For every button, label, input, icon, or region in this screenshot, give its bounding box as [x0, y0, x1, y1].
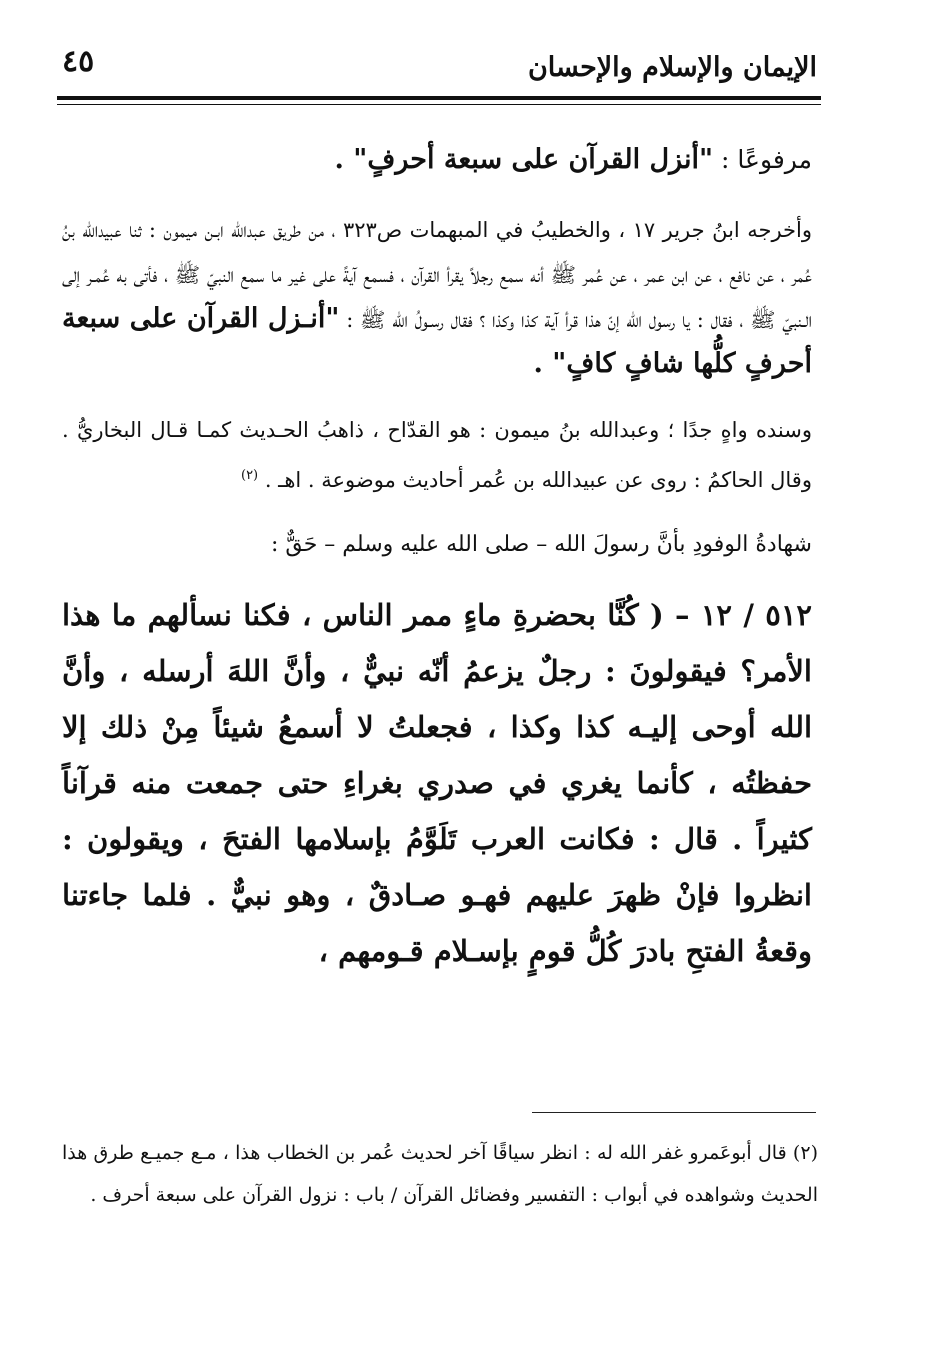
intro-paragraph — [62, 138, 812, 182]
intro-label: مرفوعًا : — [713, 145, 812, 174]
header-rule-thin — [57, 104, 821, 105]
takhrij-quote: "أنـزل القرآن على سبعة أحرفٍ كلُّها شافٍ كافٍ" . — [62, 303, 812, 379]
intro-quote: "أنزل القرآن على سبعة أحرفٍ" . — [334, 144, 714, 175]
header-rule-thick — [57, 96, 821, 100]
footnote-reference: (٢) — [240, 468, 259, 483]
isnad-paragraph — [62, 408, 812, 503]
takhrij-text: وأخرجه ابنُ جرير ١٧ ، والخطيبُ في المبهمات ص٣٢٣ ، من طريق عبدالله ابـن ميمون : ثنا عبيدالله بنُ عُمر ، عن نافع ، عن ابن عمر ، عن عُمر ﷺ أنه سمع رجلاً يقرأ القرآن ، فسمع آيةً على غير ما سمع النبيّ ﷺ ، فأتى به عُمـر إلى الـنبيّ ﷺ ، فقال : يا رسول الله إنّ هذا قرأ آية كذا وكذا ؟ فقال رسـولُ الله ﷺ : — [62, 218, 812, 332]
hadith-paragraph: ٥١٢ / ١٢ – ( كُنَّا بحضرةِ ماءٍ ممر الناس ، فكنا نسألهم ما هذا الأمر؟ فيقولونَ : رجلٌ يزعمُ أنّه نبيٌّ ، وأنَّ اللهَ أرسله ، وأنَّ الله أوحى إليـه كذا وكذا ، فجعلتُ لا أسمعُ شيئاً مِنْ ذلك إلا حفظتُه ، كأنما يغري في صدري بغراءِ حتى جمعت منه قرآناً كثيراً . قال : فكانت العرب تَلَوَّمُ بإسلامها الفتحَ ، ويقولون : انظروا فإنْ ظهرَ عليهم فهـو صـادقٌ ، وهو نبيٌّ . فلما جاءتنا وقعةُ الفتحِ بادرَ كُلُّ قومٍ بإسـلام قـومهم ، — [62, 598, 812, 968]
running-header-title: الإيمان والإسلام والإحسان — [527, 52, 817, 83]
isnad-text: وسنده واهٍ جدًا ؛ وعبدالله بنُ ميمون : هو القدّاح ، ذاهبُ الحـديث كمـا قـال البخاريُّ . وقال الحاكمُ : روى عن عبيدالله بن عُمر أحاديث موضوعة . اهـ . — [62, 418, 812, 492]
page-number: ٤٥ — [62, 44, 95, 79]
main-text — [62, 138, 812, 979]
takhrij-paragraph — [62, 208, 812, 388]
section-heading: شهادةُ الوفودِ بأنَّ رسولَ الله – صلى الله عليه وسلم – حَقٌّ : — [270, 532, 812, 557]
footnote: (٢) قال أبوعَمرو غفر الله له : انظر سياقًا آخر لحديث عُمر بن الخطاب هذا ، مـع جميـع طرق هذا الحديث وشواهده في أبواب : التفسير وفضائل القرآن / باب : نزول القرآن على سبعة أحرف . — [62, 1142, 818, 1206]
footnote-separator — [532, 1112, 816, 1113]
